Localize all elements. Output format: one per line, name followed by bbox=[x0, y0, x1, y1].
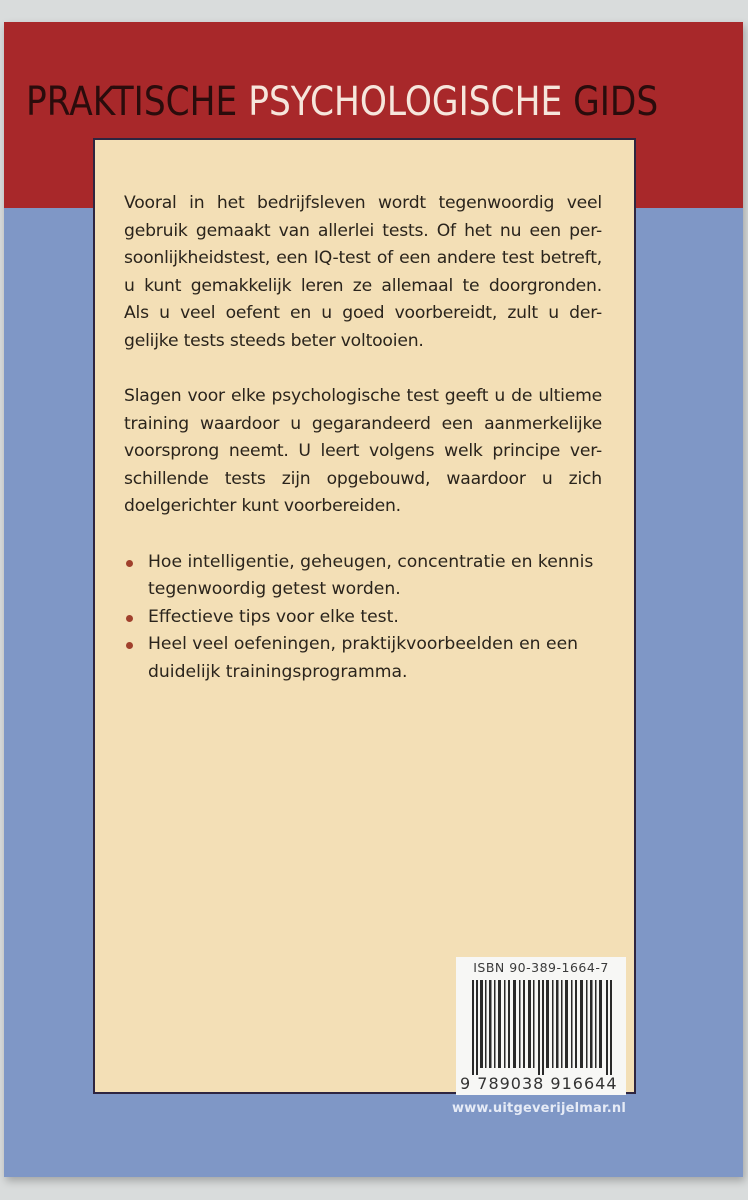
ean-number: 9 789038 916644 bbox=[460, 1074, 618, 1093]
feature-item bbox=[124, 604, 602, 632]
barcode-icon bbox=[468, 980, 618, 1075]
bullet-icon bbox=[126, 642, 133, 649]
blurb-panel bbox=[93, 138, 636, 1094]
bullet-icon bbox=[126, 560, 133, 567]
series-title-word-2: PSYCHOLOGISCHE bbox=[248, 79, 563, 125]
blurb-paragraph-2: Slagen voor elke psychologische test geeft u de ultieme training waardoor u gegarandeerd een aanmerkelijke voorsprong neemt. U leert volgens welk principe ver-schillende tests zijn opgebouwd, waardoor u zich doelgerichter kunt voorbereiden. bbox=[124, 386, 602, 516]
barcode-label bbox=[456, 957, 626, 1095]
feature-list bbox=[124, 549, 602, 687]
feature-item bbox=[124, 549, 602, 604]
feature-item bbox=[124, 631, 602, 686]
blurb-text bbox=[124, 190, 602, 686]
series-title-word-3: GIDS bbox=[573, 79, 659, 125]
feature-text: Effectieve tips voor elke test. bbox=[148, 606, 399, 627]
isbn-text: ISBN 90-389-1664-7 bbox=[473, 960, 609, 975]
feature-text: Hoe intelligentie, geheugen, concentratie en kennis tegenwoordig getest worden. bbox=[148, 551, 594, 599]
series-title bbox=[26, 76, 659, 128]
blurb-paragraph-1: Vooral in het bedrijfsleven wordt tegenwoordig veel gebruik gemaakt van allerlei tests. Of het nu een per-soonlijkheidstest, een IQ-test of een andere test betreft, u kunt gemakkelijk leren ze allemaal te doorgronden. Als u veel oefent en u goed voorbereidt, zult u der-gelijke tests steeds beter voltooien. bbox=[124, 193, 602, 351]
bullet-icon bbox=[126, 615, 133, 622]
series-title-word-1: PRAKTISCHE bbox=[26, 79, 238, 125]
publisher-url[interactable]: www.uitgeverijelmar.nl bbox=[452, 1101, 626, 1116]
feature-text: Heel veel oefeningen, praktijkvoorbeelden en een duidelijk trainingsprogramma. bbox=[148, 634, 579, 682]
book-back-cover bbox=[4, 22, 743, 1177]
